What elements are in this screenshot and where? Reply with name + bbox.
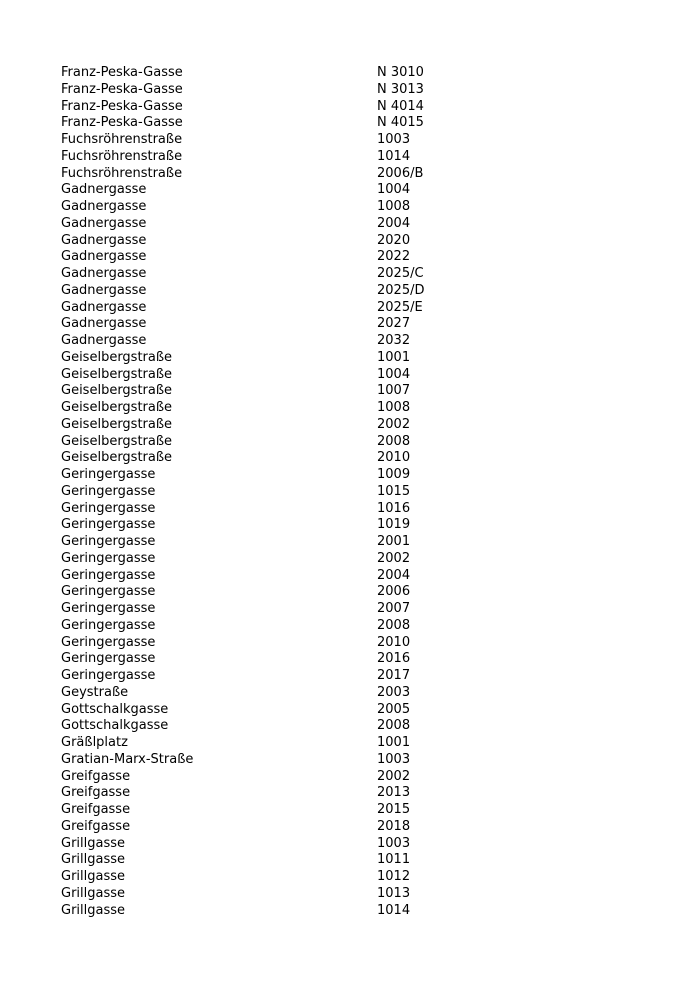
street-name: Geiselbergstraße	[61, 416, 173, 432]
street-name: Gräßlplatz	[61, 735, 128, 750]
house-number: 2005	[377, 701, 411, 717]
address-list	[61, 65, 481, 919]
house-number: N 3013	[377, 81, 424, 97]
street-name: Greifgasse	[61, 785, 131, 801]
list-row	[61, 367, 481, 384]
house-number: 2007	[377, 601, 411, 616]
list-row	[61, 266, 481, 283]
street-name: Gratian-Marx-Straße	[61, 751, 194, 767]
house-number: 1012	[377, 869, 411, 884]
list-row	[61, 115, 481, 132]
street-name: Franz-Peska-Gasse	[61, 65, 183, 80]
street-name: Gottschalkgasse	[61, 718, 169, 734]
house-number: 2020	[377, 232, 411, 248]
house-number: 2025/C	[377, 266, 424, 281]
street-name: Greifgasse	[61, 768, 131, 784]
list-row	[61, 434, 481, 451]
house-number: 1004	[377, 182, 411, 198]
house-number: 1016	[377, 500, 411, 516]
house-number: 2010	[377, 450, 411, 466]
list-row	[61, 517, 481, 534]
street-name: Geiselbergstraße	[61, 450, 173, 466]
list-row	[61, 785, 481, 802]
list-row	[61, 99, 481, 116]
list-row	[61, 869, 481, 886]
street-name: Geringergasse	[61, 668, 156, 683]
list-row	[61, 417, 481, 434]
street-name: Geringergasse	[61, 601, 156, 616]
list-row	[61, 702, 481, 719]
house-number: 2010	[377, 634, 411, 650]
house-number: 1001	[377, 349, 411, 365]
house-number: 2013	[377, 785, 411, 801]
list-row	[61, 501, 481, 518]
street-name: Geiselbergstraße	[61, 383, 173, 399]
street-name: Gadnergasse	[61, 282, 147, 298]
house-number: 2032	[377, 333, 411, 348]
house-number: 2002	[377, 416, 411, 432]
street-name: Gottschalkgasse	[61, 701, 169, 717]
house-number: N 3010	[377, 65, 424, 80]
street-name: Grillgasse	[61, 852, 126, 868]
street-name: Geiselbergstraße	[61, 433, 173, 449]
house-number: 1004	[377, 366, 411, 382]
list-row	[61, 333, 481, 350]
street-name: Geringergasse	[61, 567, 156, 583]
street-name: Geiselbergstraße	[61, 400, 173, 415]
house-number: 2008	[377, 433, 411, 449]
street-name: Geringergasse	[61, 550, 156, 566]
street-name: Geringergasse	[61, 617, 156, 633]
street-name: Greifgasse	[61, 802, 131, 817]
list-row	[61, 651, 481, 668]
house-number: 2022	[377, 249, 411, 265]
house-number: 1013	[377, 885, 411, 901]
list-row	[61, 149, 481, 166]
street-name: Fuchsröhrenstraße	[61, 132, 183, 147]
list-row	[61, 635, 481, 652]
list-row	[61, 132, 481, 149]
house-number: 2017	[377, 668, 411, 683]
list-row	[61, 383, 481, 400]
list-row	[61, 769, 481, 786]
house-number: 1011	[377, 852, 411, 868]
street-name: Greifgasse	[61, 818, 131, 834]
list-row	[61, 182, 481, 199]
street-name: Geiselbergstraße	[61, 349, 173, 365]
street-name: Gadnergasse	[61, 266, 147, 281]
street-name: Geringergasse	[61, 534, 156, 549]
house-number: 2008	[377, 617, 411, 633]
list-row	[61, 551, 481, 568]
street-name: Geringergasse	[61, 467, 156, 482]
house-number: 1003	[377, 751, 411, 767]
list-row	[61, 300, 481, 317]
street-name: Geringergasse	[61, 500, 156, 516]
house-number: 2004	[377, 567, 411, 583]
street-name: Geringergasse	[61, 584, 156, 600]
house-number: 2006/B	[377, 165, 424, 181]
street-name: Grillgasse	[61, 902, 126, 918]
house-number: N 4015	[377, 115, 424, 131]
street-name: Grillgasse	[61, 885, 126, 901]
list-row	[61, 752, 481, 769]
street-name: Gadnergasse	[61, 199, 147, 214]
house-number: 2008	[377, 718, 411, 734]
list-row	[61, 467, 481, 484]
list-row	[61, 65, 481, 82]
street-name: Gadnergasse	[61, 299, 147, 315]
list-row	[61, 584, 481, 601]
list-row	[61, 350, 481, 367]
house-number: 2006	[377, 584, 411, 600]
house-number: 2027	[377, 316, 411, 332]
list-row	[61, 233, 481, 250]
list-row	[61, 450, 481, 467]
house-number: 2002	[377, 550, 411, 566]
house-number: 1008	[377, 199, 411, 214]
house-number: 1015	[377, 483, 411, 499]
street-name: Geystraße	[61, 684, 129, 700]
house-number: 2018	[377, 818, 411, 834]
list-row	[61, 819, 481, 836]
list-row	[61, 718, 481, 735]
street-name: Geringergasse	[61, 483, 156, 499]
house-number: 1019	[377, 517, 411, 533]
list-row	[61, 852, 481, 869]
list-row	[61, 534, 481, 551]
list-row	[61, 903, 481, 920]
street-name: Gadnergasse	[61, 316, 147, 332]
list-row	[61, 836, 481, 853]
list-row	[61, 199, 481, 216]
house-number: 2025/E	[377, 299, 423, 315]
street-name: Grillgasse	[61, 835, 126, 851]
house-number: 1003	[377, 835, 411, 851]
street-name: Gadnergasse	[61, 215, 147, 231]
list-row	[61, 685, 481, 702]
house-number: 1007	[377, 383, 411, 399]
house-number: 1001	[377, 735, 411, 750]
list-row	[61, 216, 481, 233]
house-number: 2003	[377, 684, 411, 700]
street-name: Gadnergasse	[61, 249, 147, 265]
street-name: Grillgasse	[61, 869, 126, 884]
street-name: Gadnergasse	[61, 333, 147, 348]
street-name: Franz-Peska-Gasse	[61, 81, 183, 97]
street-name: Franz-Peska-Gasse	[61, 115, 183, 131]
list-row	[61, 283, 481, 300]
house-number: 2016	[377, 651, 411, 667]
house-number: 1003	[377, 132, 411, 147]
street-name: Gadnergasse	[61, 182, 147, 198]
list-row	[61, 82, 481, 99]
house-number: 1014	[377, 902, 411, 918]
house-number: 2004	[377, 215, 411, 231]
street-name: Geringergasse	[61, 651, 156, 667]
street-name: Gadnergasse	[61, 232, 147, 248]
house-number: 2025/D	[377, 282, 425, 298]
list-row	[61, 735, 481, 752]
street-name: Fuchsröhrenstraße	[61, 148, 183, 164]
house-number: 2001	[377, 534, 411, 549]
street-name: Geringergasse	[61, 634, 156, 650]
list-row	[61, 249, 481, 266]
street-name: Franz-Peska-Gasse	[61, 98, 183, 114]
house-number: 2002	[377, 768, 411, 784]
house-number: 1008	[377, 400, 411, 415]
list-row	[61, 484, 481, 501]
street-name: Geringergasse	[61, 517, 156, 533]
street-name: Fuchsröhrenstraße	[61, 165, 183, 181]
list-row	[61, 886, 481, 903]
list-row	[61, 668, 481, 685]
list-row	[61, 601, 481, 618]
list-row	[61, 568, 481, 585]
list-row	[61, 316, 481, 333]
street-name: Geiselbergstraße	[61, 366, 173, 382]
list-row	[61, 166, 481, 183]
list-row	[61, 802, 481, 819]
house-number: 2015	[377, 802, 411, 817]
house-number: N 4014	[377, 98, 424, 114]
list-row	[61, 400, 481, 417]
house-number: 1014	[377, 148, 411, 164]
house-number: 1009	[377, 467, 411, 482]
list-row	[61, 618, 481, 635]
